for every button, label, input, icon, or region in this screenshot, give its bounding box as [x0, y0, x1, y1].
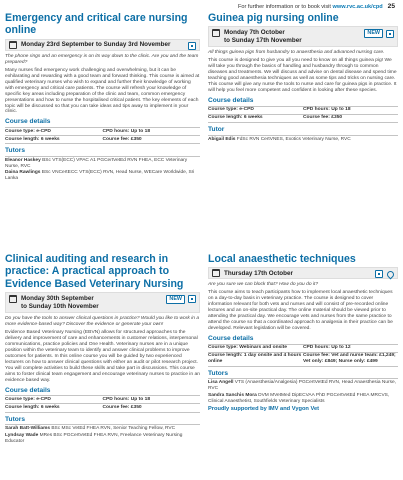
course-fee: Course fee: £350: [102, 405, 142, 411]
course-description: Evidence Based Veterinary Nursing (EBVN) allows for structured approaches to the delivery and improvement of care and enhancements in customer relations, interpersonal communications, practice policies and One Health. Veterinary nurses are in a unique position within the veterinary team to identify and answer clinical problems to improve outcomes for patients. In this online course you will be guided by two experienced lecturers on how to answer clinical questions with either an audit or pilot research project. You will complete activities to build these skills and take part in discussions. This course aims to foster clinical team engagement and encourage veterinary nurses to practice in an evidence based way.: [5, 330, 200, 383]
course-date-bar: [5, 292, 200, 313]
tutor-entry: Lyndsay Wade MRes BSc PGCertVetEd FHEA RVN, Freelance Veterinary Nursing Educator: [5, 432, 183, 444]
course-date-start: Monday 30th September: [21, 295, 94, 303]
course-type: Course type: e-CPD: [208, 107, 254, 113]
course-type: Course type: e-CPD: [5, 396, 51, 402]
course-date-end: to Sunday 10th November: [21, 302, 99, 310]
course-date-bar: [208, 267, 398, 279]
online-icon: [188, 295, 196, 303]
header-prefix: For further information or to book visit: [237, 4, 333, 10]
course-intro: All things guinea pigs from husbandry to anaesthesia and advanced nursing care.: [208, 50, 385, 56]
tutor-entry: Sandra Sanchis Mora DVM MVetMed DipECVAA PhD PGCertVetEd FHEA MRCVS, Clinical Anaesthetist, Southfields Veterinary Specialists: [208, 392, 390, 404]
online-icon: [375, 270, 383, 278]
details-row: [5, 136, 200, 144]
course-length: Course length: 6 weeks: [5, 405, 60, 411]
course-length: Course length: 6 weeks: [5, 136, 60, 142]
course-fee: Course fee: £350: [303, 115, 343, 121]
course-title: Emergency and critical care nursing online: [5, 12, 188, 37]
course-clinical-auditing: [5, 253, 200, 445]
course-details-heading: Course details: [208, 97, 398, 107]
course-title: Guinea pig nursing online: [208, 12, 339, 24]
course-length: Course length: 6 weeks: [208, 115, 263, 121]
location-pin-icon: [386, 269, 396, 279]
page-number: 25: [387, 3, 395, 10]
course-local-anaesthetic: [208, 253, 398, 412]
course-details-heading: Course details: [208, 335, 398, 345]
course-details-heading: Course details: [5, 118, 200, 128]
course-date-end: to Sunday 17th November: [224, 37, 302, 44]
course-title: Clinical auditing and research in practice: A practical approach to Evidence Based Veterinary Nursing: [5, 253, 184, 290]
course-intro: The phone rings and an emergency is on its way down to the clinic. Are you and the team prepared?: [5, 53, 199, 65]
course-title: Local anaesthetic techniques: [208, 253, 356, 265]
cpd-hours: CPD hours: Up to 12: [303, 345, 351, 351]
tutors-heading: Tutors: [5, 147, 200, 157]
course-date: Thursday 17th October: [224, 269, 293, 277]
course-fee: Course fee: Vet and nurse team: £1,249; Vet only: £849; Nurse only: £499: [303, 353, 396, 365]
course-length: Course length: 1 day onsite and 4 hours online: [208, 353, 302, 365]
course-date-bar: [208, 26, 398, 47]
new-badge: NEW: [364, 29, 383, 38]
tutor-entry: Daina Rawlings BSc VNCertECC VTS(ECC) RVN, Head Nurse, WECare Worldwide, Sri Lanka: [5, 170, 195, 182]
page-header: [238, 3, 395, 10]
details-row: [208, 115, 398, 123]
details-row: [208, 345, 398, 353]
cpd-hours: CPD hours: Up to 18: [102, 128, 151, 134]
tutor-entry: Eleanor Haskey BSc VTS(ECC) VPAC A1 PGCertVetEd RVN FHEA, ECC Veterinary Nurse, RVC: [5, 157, 188, 169]
tutor-entry: Lisa Angell VTS (Anaesthesia/Analgesia) PGCertVetEd RVN, Head Anaesthesia Nurse, RVC: [208, 380, 396, 392]
calendar-icon: [212, 269, 220, 277]
course-description: This course is designed to give you all you need to know on all things guinea pig! We will take you through the basics of handling and husbandry through to common diseases and treatments. We will discuss and advise on dental disease and spend time teaching good anaesthesia techniques as well as some tips and tricks on nursing care. This course will give any nurse the tools to nurse and care for guinea pigs in practice. It will help you feel more competent and confident in looking after these species.: [208, 58, 397, 94]
course-description: Many nurses find emergency work challenging and overwhelming, but it can be exhilarating and rewarding with a good team and forward thinking. This course is aimed at qualified veterinary nurses who wish to expand and further their knowledge of working with emergency and critical care patients. The course will refresh your knowledge of specific key areas including preparation of the clinic and team, common emergency presentations and how to nurse the hospitalised critical patient. The key elements of each topic will be discussed so that you can take ideas and tips away to implement in your clinic.: [5, 67, 200, 115]
course-details-heading: Course details: [5, 387, 200, 397]
new-badge: NEW: [166, 295, 185, 304]
calendar-icon: [212, 29, 220, 37]
course-fee: Course fee: £350: [102, 136, 142, 142]
course-description: This course aims to teach participants how to implement local anaesthetic techniques on a day-to-day basis in veterinary practice. The course is designed to cover information relevant for both vets and nurses and will consist of pre-recorded online lectures and an on-site practical day. The online material should be viewed prior to attending the practical day. We encourage vets and nurses from the same practice to attend the course so that a coordinated approach to analgesia in their practice can be developed. Relevant legislation will be covered.: [208, 290, 393, 332]
cpd-hours: CPD hours: Up to 18: [102, 396, 151, 402]
course-emergency-critical-care: [5, 12, 200, 182]
details-row: [208, 107, 398, 115]
header-url[interactable]: www.rvc.ac.uk/cpd: [332, 4, 383, 10]
details-row: [5, 396, 200, 404]
details-row: [208, 353, 398, 367]
calendar-icon: [9, 295, 17, 303]
tutors-heading: Tutors: [5, 416, 200, 426]
course-date: Monday 23rd September to Sunday 3rd November: [21, 41, 171, 49]
course-type: Course type: e-CPD: [5, 128, 51, 134]
tutor-entry: Abigail Edis FdSc RVN CertVNES, Exotics Veterinary Nurse, RVC: [208, 136, 351, 142]
details-row: [5, 404, 200, 412]
course-intro: Do you have the tools to answer clinical questions in practice? Would you like to work in a more evidence-based way? Discover the evidence or generate your own!: [5, 316, 200, 328]
course-guinea-pig-nursing: [208, 12, 398, 142]
course-date-start: Monday 7th October: [224, 29, 285, 37]
tutors-heading: Tutor: [208, 126, 398, 136]
cpd-hours: CPD hours: Up to 18: [303, 107, 351, 113]
details-row: [5, 128, 200, 136]
online-icon: [386, 30, 394, 38]
course-type: Course type: Webinars and onsite: [208, 345, 287, 351]
sponsor-line: Proudly supported by IMV and Vygon Vet: [208, 406, 320, 413]
course-date-bar: [5, 39, 200, 51]
course-intro: Are you sure we can block that? How do you do it?: [208, 282, 319, 288]
tutors-heading: Tutors: [208, 370, 398, 380]
tutor-entry: Sarah Batt-Williams BSc MSc VetEd FHEA RVN, Senior Teaching Fellow, RVC: [5, 426, 176, 432]
online-icon: [188, 42, 196, 50]
calendar-icon: [9, 41, 17, 49]
